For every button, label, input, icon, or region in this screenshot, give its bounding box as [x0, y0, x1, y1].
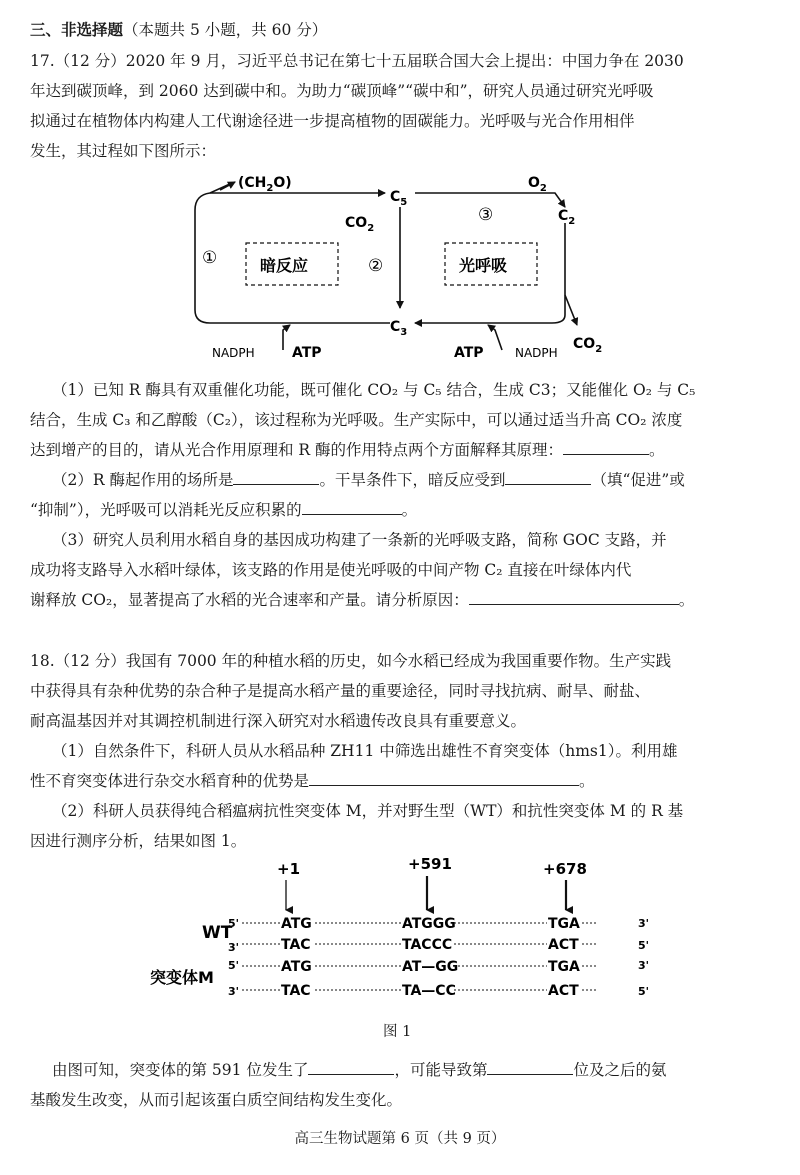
answer-blank[interactable] — [302, 500, 402, 515]
seq-segment: ATG — [281, 959, 312, 975]
q17-stem-line-1: 17.（12 分）2020 年 9 月，习近平总书记在第七十五届联合国大会上提出：中国力争在 2030 — [30, 52, 684, 70]
seq-segment: ACT — [548, 937, 579, 953]
figure-caption: 图 1 — [383, 1024, 412, 1040]
q17-part3-line-3: 谢释放 CO₂，显著提高了水稻的光合速率和产量。请分析原因： 。 — [30, 591, 695, 609]
q18-part3-line-1: 由图可知，突变体的第 591 位发生了 ，可能导致第 位及之后的氨 — [52, 1061, 667, 1079]
sequence-rows — [228, 916, 649, 999]
q17-stem-line-4: 发生，其过程如下图所示： — [30, 142, 217, 160]
q18-part2-line-2: 因进行测序分析，结果如图 1。 — [30, 832, 247, 850]
o2-label: $O_2$ — [528, 175, 547, 194]
dark-reaction-cycle-path — [195, 183, 390, 323]
position-1-label: +1 — [277, 860, 301, 878]
seq-segment: TGA — [548, 916, 580, 932]
nadph-right-label: NADPH — [515, 346, 558, 360]
sequence-figure — [150, 852, 670, 1012]
photorespiration-label: 光呼吸 — [459, 256, 508, 275]
wt-label: WT — [202, 923, 233, 943]
strand-end-label: 3' — [638, 959, 650, 972]
to-ch2o-arrow — [220, 182, 235, 190]
seq-segment: TGA — [548, 959, 580, 975]
strand-end-label: 5' — [638, 939, 650, 952]
section-note: （本题共 5 小题，共 60 分） — [123, 21, 328, 39]
q18-part1-line-2: 性不育突变体进行杂交水稻育种的优势是 。 — [30, 772, 595, 790]
mutant-label: 突变体M — [150, 968, 214, 987]
page-footer: 高三生物试题第 6 页（共 9 页） — [294, 1131, 506, 1147]
q18-stem-line-1: 18.（12 分）我国有 7000 年的种植水稻的历史，如今水稻已经成为我国重要作物。生产实践 — [30, 652, 672, 670]
c5-label: $C_5$ — [390, 189, 408, 208]
atp-left-arrow — [283, 325, 290, 350]
q17-part2-line-1: （2）R 酶起作用的场所是 。干旱条件下，暗反应受到 （填“促进”或 — [52, 471, 685, 489]
answer-blank[interactable] — [308, 1060, 394, 1075]
strand-end-label: 3' — [228, 985, 240, 998]
strand-end-label: 3' — [228, 941, 240, 954]
ch2o-label: $(CH_2O)$ — [238, 175, 292, 194]
strand-end-label: 5' — [228, 959, 240, 972]
answer-blank[interactable] — [469, 590, 679, 605]
answer-blank[interactable] — [309, 771, 579, 786]
q17-part3-line-2: 成功将支路导入水稻叶绿体，该支路的作用是使光呼吸的中间产物 C₂ 直接在叶绿体内代 — [30, 561, 632, 579]
atp-right-arrow — [488, 325, 502, 350]
co2-output-label: $CO_2$ — [573, 336, 603, 355]
to-co2-out-arrow — [565, 295, 577, 325]
atp-right-label: ATP — [454, 345, 484, 361]
q18-part3-line-2: 基酸发生改变，从而引起该蛋白质空间结构发生变化。 — [30, 1091, 403, 1109]
q18-part2-line-1: （2）科研人员获得纯合稻瘟病抗性突变体 M，并对野生型（WT）和抗性突变体 M 的 R 基 — [52, 802, 684, 820]
q18-stem-line-2: 中获得具有杂种优势的杂合种子是提高水稻产量的重要途径，同时寻找抗病、耐旱、耐盐、 — [30, 682, 651, 700]
section-title: 三、非选择题 — [30, 20, 124, 39]
seq-segment: TAC — [281, 983, 311, 999]
strand-end-label: 3' — [638, 917, 650, 930]
nadph-left-label: NADPH — [212, 346, 255, 360]
position-591-label: +591 — [408, 855, 452, 873]
step-1-label: ① — [202, 248, 218, 268]
q17-part1-line-1: （1）已知 R 酶具有双重催化功能，既可催化 CO₂ 与 C₅ 结合，生成 C3；又能催化 O₂ 与 C₅ — [52, 381, 696, 399]
step-2-label: ② — [368, 256, 384, 276]
q17-part2-line-2: “抑制”），光呼吸可以消耗光反应积累的 。 — [30, 501, 418, 519]
seq-segment: AT—GG — [402, 959, 459, 975]
q17-part1-line-3: 达到增产的目的，请从光合作用原理和 R 酶的作用特点两个方面解释其原理： 。 — [30, 441, 665, 459]
strand-end-label: 5' — [638, 985, 650, 998]
c2-label: $C_2$ — [558, 208, 576, 227]
answer-blank[interactable] — [563, 440, 649, 455]
atp-left-label: ATP — [292, 345, 322, 361]
answer-blank[interactable] — [505, 470, 591, 485]
co2-input-label: $CO_2$ — [345, 215, 375, 234]
seq-segment: TACCC — [402, 937, 453, 953]
q17-stem-line-2: 年达到碳顶峰，到 2060 达到碳中和。为助力“碳顶峰”“碳中和”，研究人员通过研究光呼吸 — [30, 82, 654, 100]
step-3-label: ③ — [478, 205, 494, 225]
dark-reaction-label: 暗反应 — [260, 256, 309, 275]
seq-segment: TAC — [281, 937, 311, 953]
strand-end-label: 5' — [228, 917, 240, 930]
c3-label: $C_3$ — [390, 319, 408, 338]
seq-segment: ATGGG — [402, 916, 456, 932]
seq-segment: ACT — [548, 983, 579, 999]
photorespiration-diagram — [180, 165, 620, 365]
q17-stem-line-3: 拟通过在植物体内构建人工代谢途径进一步提高植物的固碳能力。光呼吸与光合作用相伴 — [30, 112, 635, 130]
q17-part3-line-1: （3）研究人员利用水稻自身的基因成功构建了一条新的光呼吸支路，简称 GOC 支路，并 — [52, 531, 667, 549]
position-678-label: +678 — [543, 860, 587, 878]
q18-stem-line-3: 耐高温基因并对其调控机制进行深入研究对水稻遗传改良具有重要意义。 — [30, 712, 527, 730]
section-heading — [30, 20, 327, 40]
seq-segment: ATG — [281, 916, 312, 932]
q18-part1-line-1: （1）自然条件下，科研人员从水稻品种 ZH11 中筛选出雄性不育突变体（hms1）。利用雄 — [52, 742, 678, 760]
q17-part1-line-2: 结合，生成 C₃ 和乙醇酸（C₂），该过程称为光呼吸。生产实际中，可以通过适当升高 CO₂ 浓度 — [30, 411, 683, 429]
answer-blank[interactable] — [487, 1060, 573, 1075]
seq-segment: TA—CC — [402, 983, 456, 999]
answer-blank[interactable] — [233, 470, 319, 485]
